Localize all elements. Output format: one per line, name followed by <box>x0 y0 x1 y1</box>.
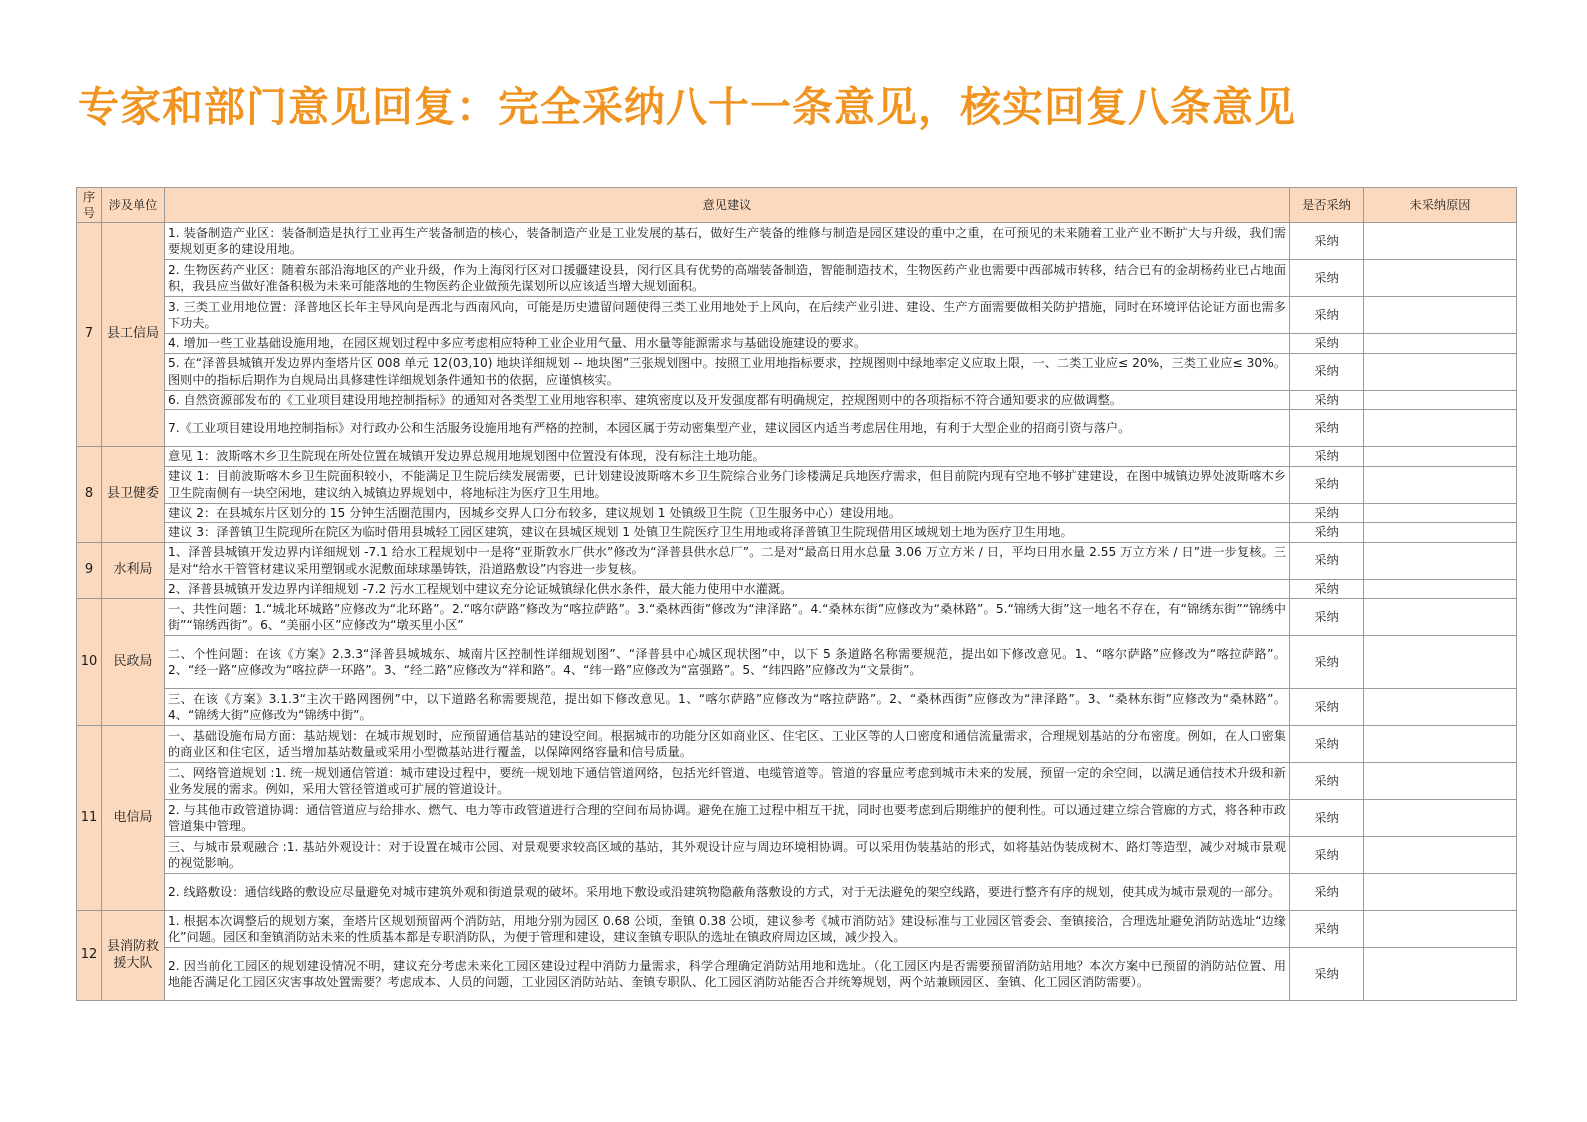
opinion-text: 二、网络管道规划 :1. 统一规划通信管道：城市建设过程中，要统一规划地下通信管道网络，包括光纤管道、电缆管道等。管道的容量应考虑到城市未来的发展，预留一定的余空间，以满足通信技术升级和新业务发展的需求。例如，采用大管径管道或可扩展的管道设计。 <box>165 763 1290 800</box>
group-number: 10 <box>77 599 102 726</box>
opinion-text: 1、泽普县城镇开发边界内详细规划 -7.1 给水工程规划中一是将“亚斯敦水厂供水”修改为“泽普县供水总厂”。二是对“最高日用水总量 3.06 万立方米 / 日，平均日用水量 2.55 万立方米 / 日”进一步复核。三是对“给水干管管材建议采用塑钢或水泥敷面球球墨铸铁，沿道路敷设”内容进一步复核。 <box>165 542 1290 579</box>
header-unit: 涉及单位 <box>102 188 165 223</box>
table-row <box>77 223 1517 260</box>
table-row <box>77 726 1517 763</box>
table-row <box>77 390 1517 410</box>
adopted-status: 采纳 <box>1290 410 1364 447</box>
adopted-status: 采纳 <box>1290 837 1364 874</box>
adopted-status: 采纳 <box>1290 636 1364 689</box>
adopted-status: 采纳 <box>1290 390 1364 410</box>
table-row <box>77 800 1517 837</box>
table-row <box>77 503 1517 523</box>
group-number: 7 <box>77 223 102 447</box>
table-row <box>77 636 1517 689</box>
not-adopted-reason <box>1364 447 1517 467</box>
opinion-text: 一、共性问题：1.“城北环城路”应修改为“北环路”。2.“喀尔萨路”修改为“喀拉萨路”。3.“桑林西街”修改为“津泽路”。4.“桑林东街”应修改为“桑林路”。5.“锦绣大街”这一地名不存在，有“锦绣东街”“锦绣中街”“锦绣西街”。6、“美丽小区”应修改为“墩买里小区” <box>165 599 1290 636</box>
not-adopted-reason <box>1364 410 1517 447</box>
opinion-text: 2、泽普县城镇开发边界内详细规划 -7.2 污水工程规划中建议充分论证城镇绿化供水条件，最大能力使用中水灌溉。 <box>165 579 1290 599</box>
header-reason: 未采纳原因 <box>1364 188 1517 223</box>
group-number: 11 <box>77 726 102 911</box>
table-row <box>77 689 1517 726</box>
not-adopted-reason <box>1364 911 1517 948</box>
table-row <box>77 948 1517 1001</box>
adopted-status: 采纳 <box>1290 800 1364 837</box>
adopted-status: 采纳 <box>1290 726 1364 763</box>
not-adopted-reason <box>1364 542 1517 579</box>
adopted-status: 采纳 <box>1290 223 1364 260</box>
adopted-status: 采纳 <box>1290 466 1364 503</box>
table-row <box>77 353 1517 390</box>
opinion-text: 2. 与其他市政管道协调：通信管道应与给排水、燃气、电力等市政管道进行合理的空间布局协调。避免在施工过程中相互干扰，同时也要考虑到后期维护的便利性。可以通过建立综合管廊的方式，将各种市政管道集中管理。 <box>165 800 1290 837</box>
group-number: 12 <box>77 911 102 1001</box>
opinion-text: 2. 因当前化工园区的规划建设情况不明，建议充分考虑未来化工园区建设过程中消防力量需求，科学合理确定消防站用地和选址。（化工园区内是否需要预留消防站用地？本次方案中已预留的消防站位置、用地能否满足化工园区灾害事故处置需要？考虑成本、人员的问题，工业园区消防站站、奎镇专职队、化工园区消防站能否合并统筹规划，两个站兼顾园区、奎镇、化工园区消防需要）。 <box>165 948 1290 1001</box>
adopted-status: 采纳 <box>1290 579 1364 599</box>
group-unit: 县消防救援大队 <box>102 911 165 1001</box>
table-row <box>77 874 1517 911</box>
not-adopted-reason <box>1364 874 1517 911</box>
adopted-status: 采纳 <box>1290 542 1364 579</box>
table-row <box>77 837 1517 874</box>
table-row <box>77 523 1517 543</box>
table-row <box>77 911 1517 948</box>
not-adopted-reason <box>1364 466 1517 503</box>
opinion-text: 建议 1：目前波斯喀木乡卫生院面积较小，不能满足卫生院后续发展需要，已计划建设波斯喀木乡卫生院综合业务门诊楼满足兵地医疗需求，但目前院内现有空地不够扩建建设，在图中城镇边界处波斯喀木乡卫生院南侧有一块空闲地，建议纳入城镇边界规划中，将地标注为医疗卫生用地。 <box>165 466 1290 503</box>
table-header-row <box>77 188 1517 223</box>
opinion-text: 6. 自然资源部发布的《工业项目建设用地控制指标》的通知对各类型工业用地容积率、建筑密度以及开发强度都有明确规定，控规图则中的各项指标不符合通知要求的应做调整。 <box>165 390 1290 410</box>
header-num: 序号 <box>77 188 102 223</box>
opinion-text: 二、个性问题：在该《方案》2.3.3“泽普县城城东、城南片区控制性详细规划图”、“泽普县中心城区现状图”中，以下 5 条道路名称需要规范，提出如下修改意见。1、“喀尔萨路”应修改为“喀拉萨路”。2、“经一路”应修改为“喀拉萨一环路”。3、“经二路”应修改为“祥和路”。4、“纬一路”应修改为“富强路”。5、“纬四路”应修改为“文景街”。 <box>165 636 1290 689</box>
opinion-text: 三、与城市景观融合 :1. 基站外观设计：对于设置在城市公园、对景观要求较高区域的基站，其外观设计应与周边环境相协调。可以采用伪装基站的形式，如将基站伪装成树木、路灯等造型，减少对城市景观的视觉影响。 <box>165 837 1290 874</box>
not-adopted-reason <box>1364 523 1517 543</box>
table-row <box>77 599 1517 636</box>
not-adopted-reason <box>1364 726 1517 763</box>
table-row <box>77 763 1517 800</box>
group-unit: 水利局 <box>102 542 165 599</box>
not-adopted-reason <box>1364 800 1517 837</box>
opinion-text: 一、基础设施布局方面：基站规划：在城市规划时，应预留通信基站的建设空间。根据城市的功能分区如商业区、住宅区、工业区等的人口密度和通信流量需求，合理规划基站的分布密度。例如，在人口密集的商业区和住宅区，适当增加基站数量或采用小型微基站进行覆盖，以保障网络容量和信号质量。 <box>165 726 1290 763</box>
not-adopted-reason <box>1364 503 1517 523</box>
not-adopted-reason <box>1364 390 1517 410</box>
opinion-text: 建议 3：泽普镇卫生院现所在院区为临时借用县城轻工园区建筑，建议在县城区规划 1 处镇卫生院医疗卫生用地或将泽普镇卫生院现借用区域规划土地为医疗卫生用地。 <box>165 523 1290 543</box>
opinion-text: 3. 三类工业用地位置：泽普地区长年主导风向是西北与西南风向，可能是历史遗留问题使得三类工业用地处于上风向，在后续产业引进、建设、生产方面需要做相关防护措施，同时在环境评估论证方面也需多下功夫。 <box>165 297 1290 334</box>
not-adopted-reason <box>1364 579 1517 599</box>
table-row <box>77 260 1517 297</box>
table-row <box>77 447 1517 467</box>
page-title: 专家和部门意见回复：完全采纳八十一条意见，核实回复八条意见 <box>78 83 1296 131</box>
not-adopted-reason <box>1364 223 1517 260</box>
not-adopted-reason <box>1364 689 1517 726</box>
group-unit: 民政局 <box>102 599 165 726</box>
group-unit: 县工信局 <box>102 223 165 447</box>
not-adopted-reason <box>1364 353 1517 390</box>
header-opinion: 意见建议 <box>165 188 1290 223</box>
group-unit: 县卫健委 <box>102 447 165 543</box>
group-unit: 电信局 <box>102 726 165 911</box>
opinion-text: 5. 在“泽普县城镇开发边界内奎塔片区 008 单元 12(03,10) 地块详细规划 -- 地块图”三张规划图中。按照工业用地指标要求，控规图则中绿地率定义应取上限，一、二类工业应≤ 20%，三类工业应≤ 30%。图则中的指标后期作为自规局出具修建性详细规划条件通知书的依据，应谨慎核实。 <box>165 353 1290 390</box>
adopted-status: 采纳 <box>1290 503 1364 523</box>
not-adopted-reason <box>1364 260 1517 297</box>
opinion-text: 4. 增加一些工业基础设施用地，在园区规划过程中多应考虑相应特种工业企业用气量、用水量等能源需求与基础设施建设的要求。 <box>165 334 1290 354</box>
opinion-text: 2. 生物医药产业区：随着东部沿海地区的产业升级，作为上海闵行区对口援疆建设县，闵行区具有优势的高端装备制造，智能制造技术，生物医药产业也需要中西部城市转移，结合已有的金胡杨药业已占地面积，我县应当做好准备积极为未来可能落地的生物医药企业做预先谋划所以应该适当增大规划面积。 <box>165 260 1290 297</box>
not-adopted-reason <box>1364 763 1517 800</box>
table-row <box>77 466 1517 503</box>
opinion-text: 意见 1：波斯喀木乡卫生院现在所处位置在城镇开发边界总规用地规划图中位置没有体现，没有标注土地功能。 <box>165 447 1290 467</box>
group-number: 9 <box>77 542 102 599</box>
adopted-status: 采纳 <box>1290 334 1364 354</box>
opinion-text: 1. 根据本次调整后的规划方案，奎塔片区规划预留两个消防站，用地分别为园区 0.68 公顷，奎镇 0.38 公顷，建议参考《城市消防站》建设标准与工业园区管委会、奎镇接洽，合理选址避免消防站选址“边缘化”问题。园区和奎镇消防站未来的性质基本都是专职消防队，为便于管理和建设，建议奎镇专职队的选址在镇政府周边区域，减少投入。 <box>165 911 1290 948</box>
table-row <box>77 579 1517 599</box>
not-adopted-reason <box>1364 297 1517 334</box>
adopted-status: 采纳 <box>1290 260 1364 297</box>
opinion-text: 1. 装备制造产业区：装备制造是执行工业再生产装备制造的核心，装备制造产业是工业发展的基石，做好生产装备的维修与制造是园区建设的重中之重，在可预见的未来随着工业产业不断扩大与升级，我们需要规划更多的建设用地。 <box>165 223 1290 260</box>
group-number: 8 <box>77 447 102 543</box>
adopted-status: 采纳 <box>1290 874 1364 911</box>
opinion-text: 建议 2：在县城东片区划分的 15 分钟生活圈范围内，因城乡交界人口分布较多，建议规划 1 处镇级卫生院（卫生服务中心）建设用地。 <box>165 503 1290 523</box>
adopted-status: 采纳 <box>1290 599 1364 636</box>
not-adopted-reason <box>1364 837 1517 874</box>
not-adopted-reason <box>1364 599 1517 636</box>
opinion-text: 2. 线路敷设：通信线路的敷设应尽量避免对城市建筑外观和街道景观的破坏。采用地下敷设或沿建筑物隐蔽角落敷设的方式，对于无法避免的架空线路，要进行整齐有序的规划，使其成为城市景观的一部分。 <box>165 874 1290 911</box>
not-adopted-reason <box>1364 948 1517 1001</box>
adopted-status: 采纳 <box>1290 948 1364 1001</box>
table-body <box>77 223 1517 1001</box>
adopted-status: 采纳 <box>1290 297 1364 334</box>
header-adopted: 是否采纳 <box>1290 188 1364 223</box>
table-row <box>77 410 1517 447</box>
adopted-status: 采纳 <box>1290 523 1364 543</box>
table-row <box>77 297 1517 334</box>
not-adopted-reason <box>1364 334 1517 354</box>
table-row <box>77 542 1517 579</box>
adopted-status: 采纳 <box>1290 911 1364 948</box>
opinion-text: 7.《工业项目建设用地控制指标》对行政办公和生活服务设施用地有严格的控制，本园区属于劳动密集型产业，建议园区内适当考虑居住用地，有利于大型企业的招商引资与落户。 <box>165 410 1290 447</box>
adopted-status: 采纳 <box>1290 763 1364 800</box>
adopted-status: 采纳 <box>1290 689 1364 726</box>
table-row <box>77 334 1517 354</box>
not-adopted-reason <box>1364 636 1517 689</box>
adopted-status: 采纳 <box>1290 353 1364 390</box>
opinions-table <box>76 187 1517 1001</box>
adopted-status: 采纳 <box>1290 447 1364 467</box>
opinion-text: 三、在该《方案》3.1.3“主次干路网图例”中，以下道路名称需要规范，提出如下修改意见。1、“喀尔萨路”应修改为“喀拉萨路”。2、“桑林西街”应修改为“津泽路”。3、“桑林东街”应修改为“桑林路”。4、“锦绣大街”应修改为“锦绣中街”。 <box>165 689 1290 726</box>
